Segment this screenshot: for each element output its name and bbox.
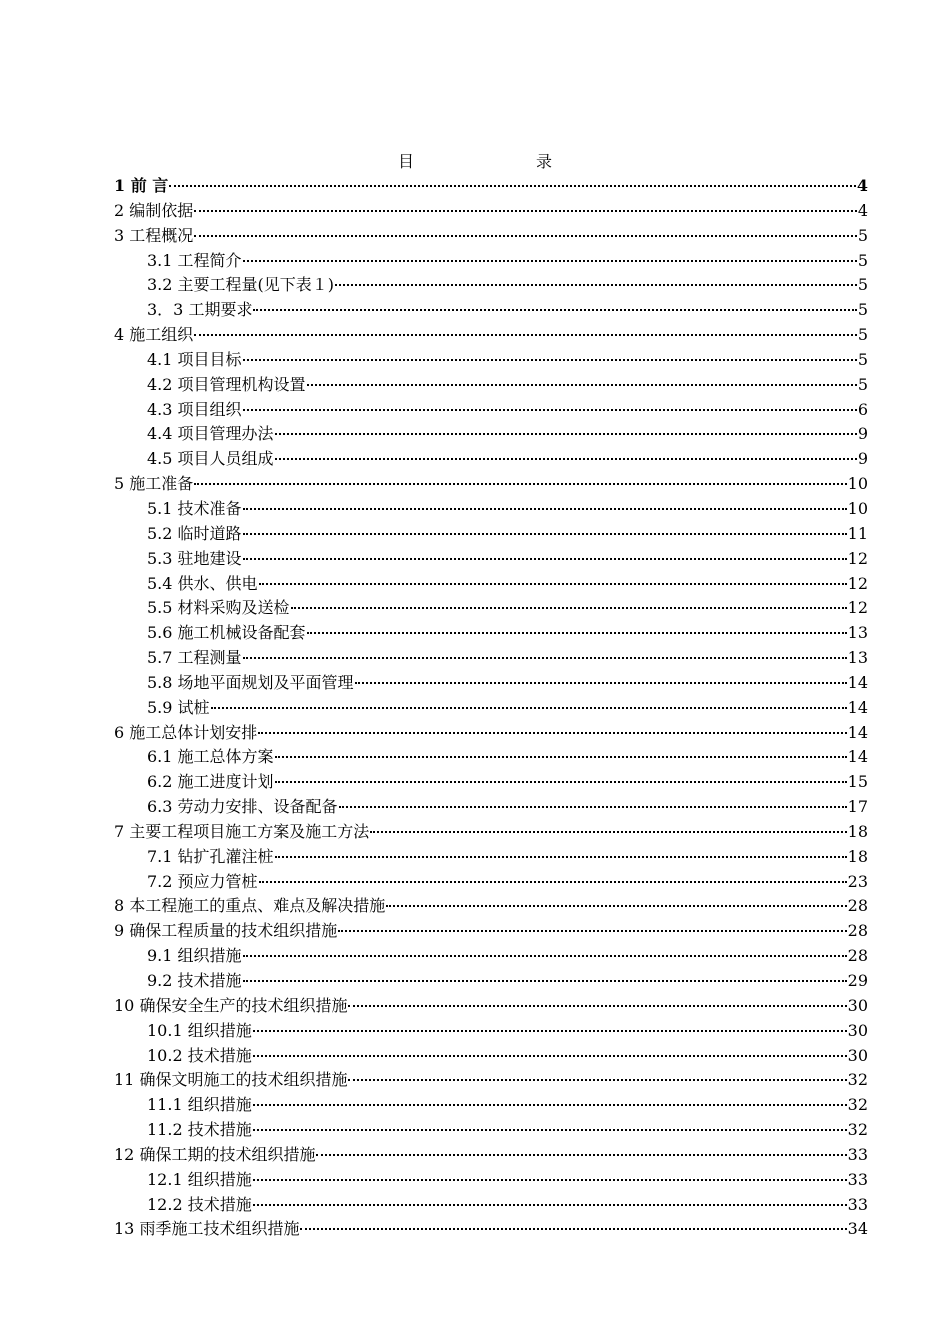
toc-entry-page-number: 10 <box>847 498 868 518</box>
toc-dot-leader <box>243 533 847 535</box>
toc-dot-leader <box>253 1104 847 1106</box>
toc-entry[interactable] <box>114 174 868 199</box>
toc-entry[interactable] <box>114 298 868 323</box>
toc-entry-label: 11.1 组织措施 <box>147 1095 252 1115</box>
toc-entry-label: 6.3 劳动力安排、设备配备 <box>147 797 338 817</box>
toc-entry[interactable] <box>114 422 868 447</box>
toc-entry-label: 4.1 项目目标 <box>147 349 242 369</box>
toc-dot-leader <box>339 806 847 808</box>
toc-entry[interactable] <box>114 870 868 895</box>
toc-dot-leader <box>335 284 857 286</box>
toc-entry-label: 5.7 工程测量 <box>147 648 242 668</box>
toc-entry-label: 5.6 施工机械设备配套 <box>147 623 306 643</box>
toc-entry[interactable] <box>114 596 868 621</box>
toc-entry-label: 4 施工组织 <box>114 325 194 345</box>
toc-entry[interactable] <box>114 820 868 845</box>
toc-entry-label: 11 确保文明施工的技术组织措施 <box>114 1070 348 1090</box>
toc-entry[interactable] <box>114 1093 868 1118</box>
toc-entry-page-number: 5 <box>857 275 868 295</box>
toc-entry-page-number: 5 <box>857 225 868 245</box>
toc-entry[interactable] <box>114 795 868 820</box>
toc-entry-page-number: 12 <box>847 598 868 618</box>
toc-entry[interactable] <box>114 224 868 249</box>
toc-entry-label: 4.2 项目管理机构设置 <box>147 374 306 394</box>
toc-entry-label: 1 前 言 <box>114 176 169 195</box>
toc-entry-page-number: 6 <box>857 399 868 419</box>
toc-entry-label: 10.1 组织措施 <box>147 1020 252 1040</box>
toc-dot-leader <box>243 955 847 957</box>
toc-entry[interactable] <box>114 249 868 274</box>
toc-entry-label: 3．3 工期要求 <box>147 300 253 320</box>
toc-entry-label: 5.2 临时道路 <box>147 523 242 543</box>
toc-entry[interactable] <box>114 373 868 398</box>
toc-entry-label: 10 确保安全生产的技术组织措施 <box>114 995 348 1015</box>
toc-entry-label: 3.1 工程简介 <box>147 250 242 270</box>
toc-dot-leader <box>316 1154 846 1156</box>
toc-dot-leader <box>307 384 857 386</box>
toc-entry-label: 12.1 组织措施 <box>147 1169 252 1189</box>
toc-dot-leader <box>275 458 857 460</box>
toc-entry-page-number: 30 <box>847 1045 868 1065</box>
toc-entry-page-number: 13 <box>847 623 868 643</box>
toc-entry-page-number: 4 <box>857 200 868 220</box>
toc-entry[interactable] <box>114 273 868 298</box>
toc-entry-page-number: 4 <box>856 176 868 195</box>
toc-dot-leader <box>253 1179 847 1181</box>
toc-entry[interactable] <box>114 894 868 919</box>
toc-entry-page-number: 14 <box>847 697 868 717</box>
toc-entry[interactable] <box>114 1118 868 1143</box>
toc-entry-label: 4.4 项目管理办法 <box>147 424 274 444</box>
toc-entry-page-number: 14 <box>847 747 868 767</box>
toc-entry[interactable] <box>114 1217 868 1242</box>
toc-dot-leader <box>307 632 847 634</box>
toc-dot-leader <box>194 235 857 237</box>
toc-dot-leader <box>243 260 857 262</box>
toc-entry-label: 5.5 材料采购及送检 <box>147 598 290 618</box>
toc-entry-label: 12.2 技术措施 <box>147 1194 252 1214</box>
toc-entry-label: 5.9 试桩 <box>147 697 210 717</box>
toc-entry[interactable] <box>114 621 868 646</box>
toc-entry[interactable] <box>114 323 868 348</box>
toc-entry-label: 7.2 预应力管桩 <box>147 871 258 891</box>
toc-entry-page-number: 33 <box>847 1194 868 1214</box>
toc-entry[interactable] <box>114 1168 868 1193</box>
toc-entry-page-number: 5 <box>857 374 868 394</box>
toc-entry-label: 5.3 驻地建设 <box>147 548 242 568</box>
toc-entry-label: 6.2 施工进度计划 <box>147 772 274 792</box>
toc-entry[interactable] <box>114 472 868 497</box>
toc-entry[interactable] <box>114 522 868 547</box>
toc-dot-leader <box>194 483 846 485</box>
toc-entry-label: 2 编制依据 <box>114 200 194 220</box>
toc-entry[interactable] <box>114 348 868 373</box>
toc-title: 目 录 <box>397 152 582 171</box>
toc-entry[interactable] <box>114 1019 868 1044</box>
toc-entry-label: 9.2 技术措施 <box>147 971 242 990</box>
toc-dot-leader <box>253 1030 847 1032</box>
toc-entry[interactable] <box>114 696 868 721</box>
toc-dot-leader <box>386 905 846 907</box>
toc-entry-page-number: 30 <box>847 995 868 1015</box>
toc-entry[interactable] <box>114 547 868 572</box>
toc-dot-leader <box>355 682 847 684</box>
toc-entry[interactable] <box>114 845 868 870</box>
toc-entry-label: 8 本工程施工的重点、难点及解决措施 <box>114 896 386 916</box>
toc-entry-page-number: 28 <box>847 946 868 966</box>
toc-dot-leader <box>243 980 847 982</box>
toc-entry-label: 9 确保工程质量的技术组织措施 <box>114 921 338 941</box>
toc-dot-leader <box>243 359 857 361</box>
toc-entry-page-number: 9 <box>857 424 868 444</box>
toc-dot-leader <box>275 781 847 783</box>
toc-entry-page-number: 9 <box>857 449 868 469</box>
toc-dot-leader <box>243 657 847 659</box>
toc-dot-leader <box>253 1204 847 1206</box>
toc-entry-page-number: 32 <box>847 1070 868 1090</box>
toc-entry-page-number: 18 <box>847 821 868 841</box>
toc-entry-page-number: 32 <box>847 1120 868 1140</box>
toc-entry-page-number: 34 <box>847 1219 868 1239</box>
toc-entry[interactable] <box>114 646 868 671</box>
toc-entry-page-number: 18 <box>847 846 868 866</box>
toc-dot-leader <box>259 881 847 883</box>
toc-entry-label: 6 施工总体计划安排 <box>114 722 258 742</box>
toc-entry[interactable] <box>114 1193 868 1218</box>
toc-dot-leader <box>243 508 847 510</box>
toc-entry-label: 10.2 技术措施 <box>147 1045 252 1065</box>
toc-entry-label: 3 工程概况 <box>114 225 194 245</box>
toc-dot-leader <box>275 433 857 435</box>
toc-entry[interactable] <box>114 1068 868 1093</box>
toc-entry-label: 5.4 供水、供电 <box>147 573 258 593</box>
toc-entry-page-number: 14 <box>847 672 868 692</box>
toc-entry-label: 5 施工准备 <box>114 474 194 494</box>
toc-entry[interactable] <box>114 671 868 696</box>
toc-entry-label: 5.1 技术准备 <box>147 498 242 518</box>
toc-entry-label: 6.1 施工总体方案 <box>147 747 274 767</box>
toc-entry[interactable] <box>114 969 868 994</box>
toc-entry[interactable] <box>114 919 868 944</box>
toc-entry-page-number: 5 <box>857 349 868 369</box>
toc-entry-page-number: 10 <box>847 474 868 494</box>
toc-entry[interactable] <box>114 1044 868 1069</box>
toc-dot-leader <box>169 185 856 187</box>
toc-entry[interactable] <box>114 944 868 969</box>
toc-entry-page-number: 28 <box>847 896 868 916</box>
toc-entry-page-number: 28 <box>847 921 868 941</box>
toc-dot-leader <box>194 334 857 336</box>
toc-dot-leader <box>275 856 847 858</box>
toc-entry-page-number: 32 <box>847 1095 868 1115</box>
toc-entry-page-number: 30 <box>847 1020 868 1040</box>
toc-dot-leader <box>370 831 846 833</box>
toc-entry[interactable] <box>114 745 868 770</box>
toc-entry-page-number: 5 <box>857 300 868 320</box>
toc-dot-leader <box>348 1079 846 1081</box>
toc-dot-leader <box>338 930 846 932</box>
toc-entry-label: 7.1 钻扩孔灌注桩 <box>147 846 274 866</box>
toc-dot-leader <box>259 583 847 585</box>
toc-entry-label: 4.3 项目组织 <box>147 399 242 419</box>
toc-entry-page-number: 5 <box>857 325 868 345</box>
toc-entry-page-number: 23 <box>847 871 868 891</box>
toc-entry-label: 7 主要工程项目施工方案及施工方法 <box>114 821 370 841</box>
toc-entry-label: 11.2 技术措施 <box>147 1120 252 1140</box>
toc-dot-leader <box>194 210 857 212</box>
toc-entry-page-number: 29 <box>847 971 868 990</box>
toc-list <box>114 174 868 1242</box>
toc-entry-page-number: 5 <box>857 250 868 270</box>
toc-entry-page-number: 12 <box>847 573 868 593</box>
toc-dot-leader <box>291 607 847 609</box>
toc-entry-label: 5.8 场地平面规划及平面管理 <box>147 672 354 692</box>
toc-entry-label: 3.2 主要工程量(见下表１) <box>147 275 335 295</box>
toc-dot-leader <box>253 1055 847 1057</box>
toc-entry[interactable] <box>114 994 868 1019</box>
toc-entry[interactable] <box>114 199 868 224</box>
toc-entry-page-number: 17 <box>847 797 868 817</box>
toc-entry-page-number: 33 <box>847 1169 868 1189</box>
toc-entry-page-number: 14 <box>847 722 868 742</box>
toc-dot-leader <box>258 732 846 734</box>
toc-dot-leader <box>275 756 847 758</box>
toc-dot-leader <box>300 1228 846 1230</box>
toc-entry-page-number: 33 <box>847 1144 868 1164</box>
toc-dot-leader <box>253 309 856 311</box>
toc-entry-label: 9.1 组织措施 <box>147 946 242 966</box>
toc-dot-leader <box>348 1005 846 1007</box>
toc-entry[interactable] <box>114 497 868 522</box>
toc-entry-page-number: 13 <box>847 648 868 668</box>
toc-entry-label: 13 雨季施工技术组织措施 <box>114 1219 300 1239</box>
toc-dot-leader <box>243 558 847 560</box>
toc-entry[interactable] <box>114 447 868 472</box>
toc-entry[interactable] <box>114 398 868 423</box>
toc-entry[interactable] <box>114 572 868 597</box>
toc-entry-page-number: 11 <box>847 523 868 543</box>
toc-entry-page-number: 15 <box>847 772 868 792</box>
toc-entry-label: 12 确保工期的技术组织措施 <box>114 1144 316 1164</box>
toc-dot-leader <box>211 707 847 709</box>
toc-entry[interactable] <box>114 721 868 746</box>
toc-dot-leader <box>253 1129 847 1131</box>
toc-entry-page-number: 12 <box>847 548 868 568</box>
toc-dot-leader <box>243 409 857 411</box>
toc-entry[interactable] <box>114 770 868 795</box>
toc-entry-label: 4.5 项目人员组成 <box>147 449 274 469</box>
toc-entry[interactable] <box>114 1143 868 1168</box>
